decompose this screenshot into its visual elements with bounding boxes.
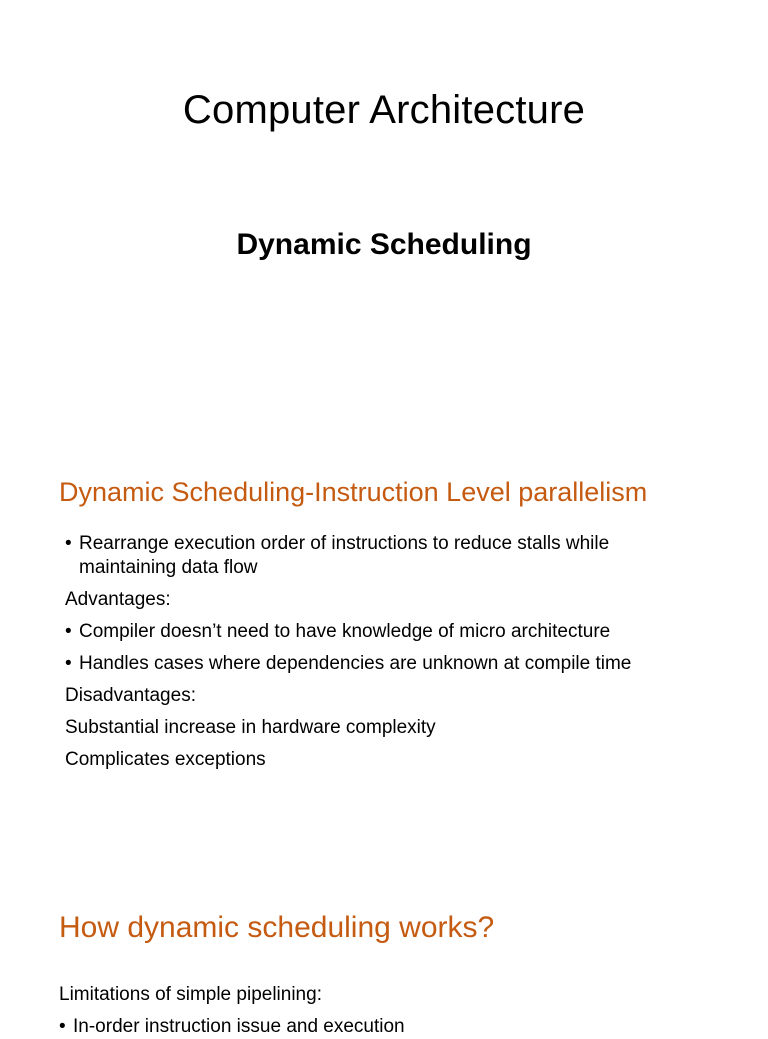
slide-title-heading: Computer Architecture (182, 88, 586, 132)
slide-title (0, 0, 768, 437)
bullet-item: • In-order instruction issue and execution (59, 1015, 728, 1039)
bullet-item (65, 532, 728, 580)
slide-subtitle: Dynamic Scheduling (236, 228, 532, 261)
slide-heading: How dynamic scheduling works? (59, 911, 495, 944)
limitations-label: Limitations of simple pipelining: (59, 984, 322, 1005)
disadvantages-label: Disadvantages: (65, 685, 196, 706)
bullet-item: • Compiler doesn’t need to have knowledge of micro architecture (65, 620, 728, 644)
disadvantage-item: Substantial increase in hardware complexity (65, 717, 436, 738)
advantages-label: Advantages: (65, 589, 171, 610)
bullet-text-line1: Rearrange execution order of instructions to reduce stalls while (79, 533, 610, 554)
slide-content (65, 532, 728, 772)
slide-heading: Dynamic Scheduling-Instruction Level parallelism (59, 477, 648, 507)
slide-content (59, 983, 728, 1039)
slide-ilp (0, 437, 768, 873)
slide-how-it-works (0, 873, 768, 1037)
bullet-item: • Handles cases where dependencies are unknown at compile time (65, 652, 728, 676)
bullet-text-line2: maintaining data flow (79, 557, 258, 578)
disadvantage-item: Complicates exceptions (65, 749, 266, 770)
